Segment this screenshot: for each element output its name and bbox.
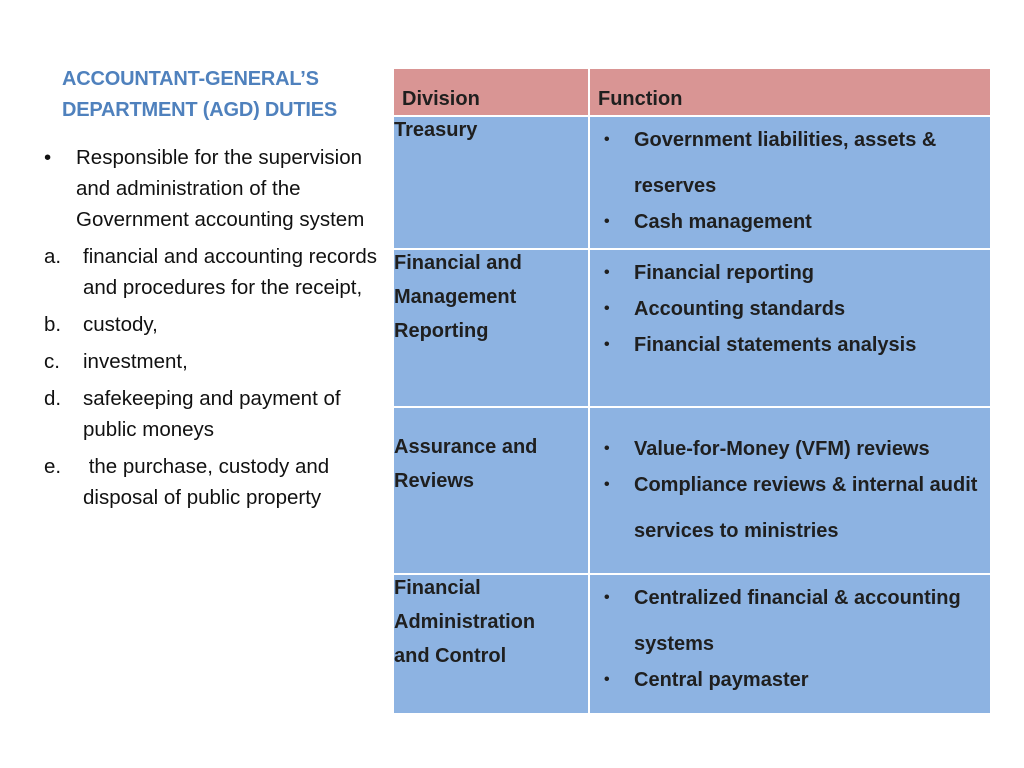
function-item: • Financial reporting: [634, 250, 982, 296]
division-cell: [393, 116, 589, 249]
bullet-text: Responsible for the supervision and administration of the Government accounting system: [76, 146, 365, 231]
function-item: • Centralized financial & accounting systems: [634, 575, 982, 667]
list-item-text: financial and accounting records and procedures for the receipt,: [83, 245, 378, 299]
function-item: • Financial statements analysis: [634, 322, 982, 368]
division-cell: [393, 407, 589, 574]
function-list: [590, 408, 990, 554]
bullet-icon: •: [604, 440, 610, 457]
list-marker: c.: [44, 350, 60, 373]
function-item: • Cash management: [634, 199, 982, 245]
bullet-icon: •: [604, 589, 610, 606]
function-list: [590, 117, 990, 245]
division-cell: [393, 249, 589, 407]
list-marker: d.: [44, 387, 62, 410]
division-name-line: Management: [394, 286, 517, 308]
list-marker: e.: [44, 455, 62, 478]
division-name-line: Reporting: [394, 320, 489, 342]
function-cell: [589, 574, 991, 714]
table-row: [393, 116, 991, 249]
list-item-a: [42, 241, 384, 303]
division-name-line: and Control: [394, 645, 507, 667]
list-item-e: [42, 451, 384, 513]
list-item-bullet: [42, 142, 384, 235]
title-line-2: DEPARTMENT (AGD) DUTIES: [62, 99, 338, 121]
list-item-text: investment,: [83, 350, 188, 373]
bullet-icon: •: [604, 336, 610, 353]
division-name-line: Administration: [394, 611, 536, 633]
header-function: Function: [589, 68, 991, 116]
header-division: Division: [393, 68, 589, 116]
table-row: [393, 407, 991, 574]
slide-title: [62, 64, 392, 126]
list-item-b: [42, 309, 384, 340]
division-name-line: Reviews: [394, 470, 475, 492]
list-item-c: [42, 346, 384, 377]
list-item-d: [42, 383, 384, 445]
list-item-text: custody,: [83, 313, 158, 336]
bullet-icon: •: [604, 213, 610, 230]
function-item: • Compliance reviews & internal audit services to ministries: [634, 462, 982, 554]
function-list: [590, 575, 990, 703]
division-cell: [393, 574, 589, 714]
table-row: [393, 249, 991, 407]
bullet-icon: •: [604, 131, 610, 148]
division-name: Treasury: [394, 119, 478, 141]
bullet-icon: •: [44, 146, 52, 169]
division-name-line: Financial and: [394, 252, 522, 274]
function-cell: [589, 249, 991, 407]
function-list: [590, 250, 990, 368]
division-name-line: Financial: [394, 577, 481, 599]
bullet-icon: •: [604, 671, 610, 688]
bullet-icon: •: [604, 264, 610, 281]
bullet-icon: •: [604, 300, 610, 317]
list-item-text: safekeeping and payment of public moneys: [83, 387, 341, 441]
function-cell: [589, 116, 991, 249]
duties-list: [42, 142, 384, 519]
function-item: • Value-for-Money (VFM) reviews: [634, 426, 982, 472]
division-function-table: [392, 67, 992, 715]
division-name-line: Assurance and: [394, 436, 538, 458]
function-item: • Government liabilities, assets & reserves: [634, 117, 982, 209]
function-item: • Accounting standards: [634, 286, 982, 332]
function-item: • Central paymaster: [634, 657, 982, 703]
list-marker: b.: [44, 313, 62, 336]
list-marker: a.: [44, 245, 62, 268]
function-cell: [589, 407, 991, 574]
table-row: [393, 574, 991, 714]
list-item-text: the purchase, custody and disposal of public property: [83, 455, 335, 509]
title-line-1: ACCOUNTANT-GENERAL’S: [62, 68, 319, 90]
bullet-icon: •: [604, 476, 610, 493]
